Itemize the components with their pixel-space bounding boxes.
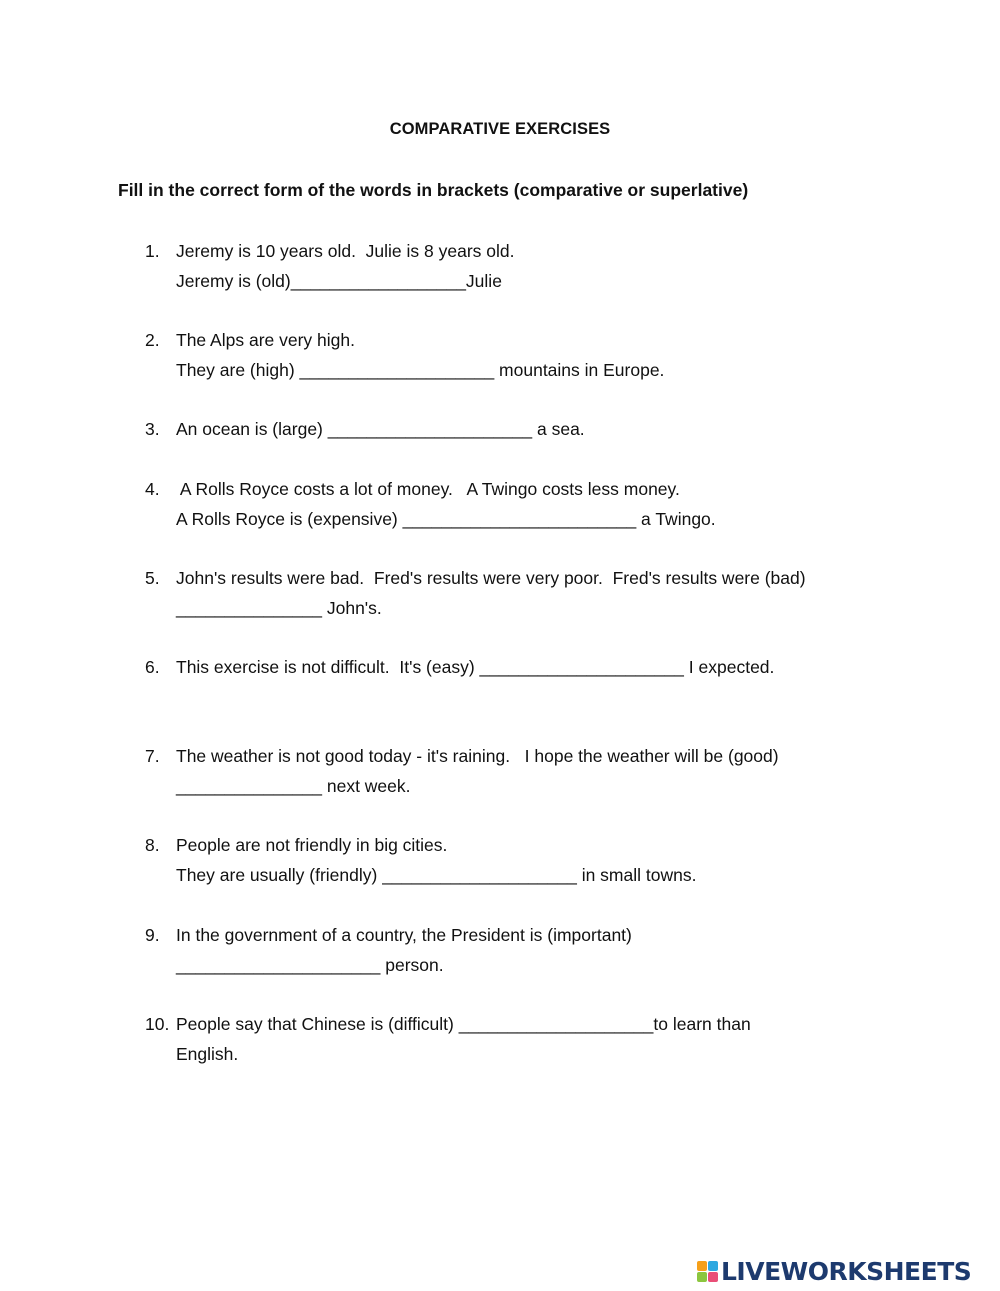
question-line[interactable]: A Rolls Royce is (expensive) ________________________ a Twingo. bbox=[176, 509, 716, 529]
logo-block bbox=[697, 1261, 707, 1271]
question-number: 3. bbox=[145, 419, 160, 439]
question-number: 5. bbox=[145, 568, 160, 588]
question-line[interactable]: This exercise is not difficult. It's (easy) _____________________ I expected. bbox=[176, 657, 775, 677]
question-line: John's results were bad. Fred's results were very poor. Fred's results were (bad) bbox=[176, 568, 806, 588]
question-line[interactable]: They are (high) ____________________ mountains in Europe. bbox=[176, 360, 665, 380]
question-line: The weather is not good today - it's raining. I hope the weather will be (good) bbox=[176, 746, 779, 766]
question-line[interactable]: People say that Chinese is (difficult) ____________________to learn than bbox=[176, 1014, 751, 1034]
question-item bbox=[145, 830, 885, 890]
question-item bbox=[145, 920, 885, 980]
logo-block bbox=[697, 1272, 707, 1282]
question-number: 4. bbox=[145, 479, 160, 499]
question-number: 7. bbox=[145, 746, 160, 766]
question-line[interactable]: _______________ John's. bbox=[176, 598, 382, 618]
liveworksheets-logo-icon bbox=[697, 1261, 718, 1282]
instructions: Fill in the correct form of the words in brackets (comparative or superlative) bbox=[118, 180, 749, 200]
question-line: People are not friendly in big cities. bbox=[176, 835, 448, 855]
question-item bbox=[145, 1009, 885, 1069]
question-line: Jeremy is 10 years old. Julie is 8 years old. bbox=[176, 241, 515, 261]
question-line[interactable]: _______________ next week. bbox=[176, 776, 411, 796]
question-item bbox=[145, 325, 885, 385]
logo-text: LIVEWORKSHEETS bbox=[721, 1256, 972, 1286]
question-number: 8. bbox=[145, 835, 160, 855]
question-line[interactable]: They are usually (friendly) ____________________ in small towns. bbox=[176, 865, 697, 885]
question-item bbox=[145, 236, 885, 296]
question-line: English. bbox=[176, 1044, 239, 1064]
page-title: COMPARATIVE EXERCISES bbox=[389, 120, 611, 138]
logo-block bbox=[708, 1272, 718, 1282]
question-item bbox=[145, 652, 885, 682]
question-item bbox=[145, 474, 885, 534]
liveworksheets-logo bbox=[697, 1256, 971, 1286]
question-line[interactable]: An ocean is (large) _____________________ a sea. bbox=[176, 419, 585, 439]
question-line: In the government of a country, the President is (important) bbox=[176, 925, 632, 945]
question-line: A Rolls Royce costs a lot of money. A Twingo costs less money. bbox=[176, 479, 680, 499]
question-number: 6. bbox=[145, 657, 160, 677]
question-item bbox=[145, 741, 885, 801]
question-item bbox=[145, 414, 885, 444]
question-line: The Alps are very high. bbox=[176, 330, 355, 350]
question-line[interactable]: _____________________ person. bbox=[176, 955, 444, 975]
question-number: 9. bbox=[145, 925, 160, 945]
logo-block bbox=[708, 1261, 718, 1271]
question-number: 2. bbox=[145, 330, 160, 350]
question-number: 10. bbox=[145, 1014, 170, 1034]
question-item bbox=[145, 563, 885, 623]
question-line[interactable]: Jeremy is (old)__________________Julie bbox=[176, 271, 502, 291]
question-number: 1. bbox=[145, 241, 160, 261]
